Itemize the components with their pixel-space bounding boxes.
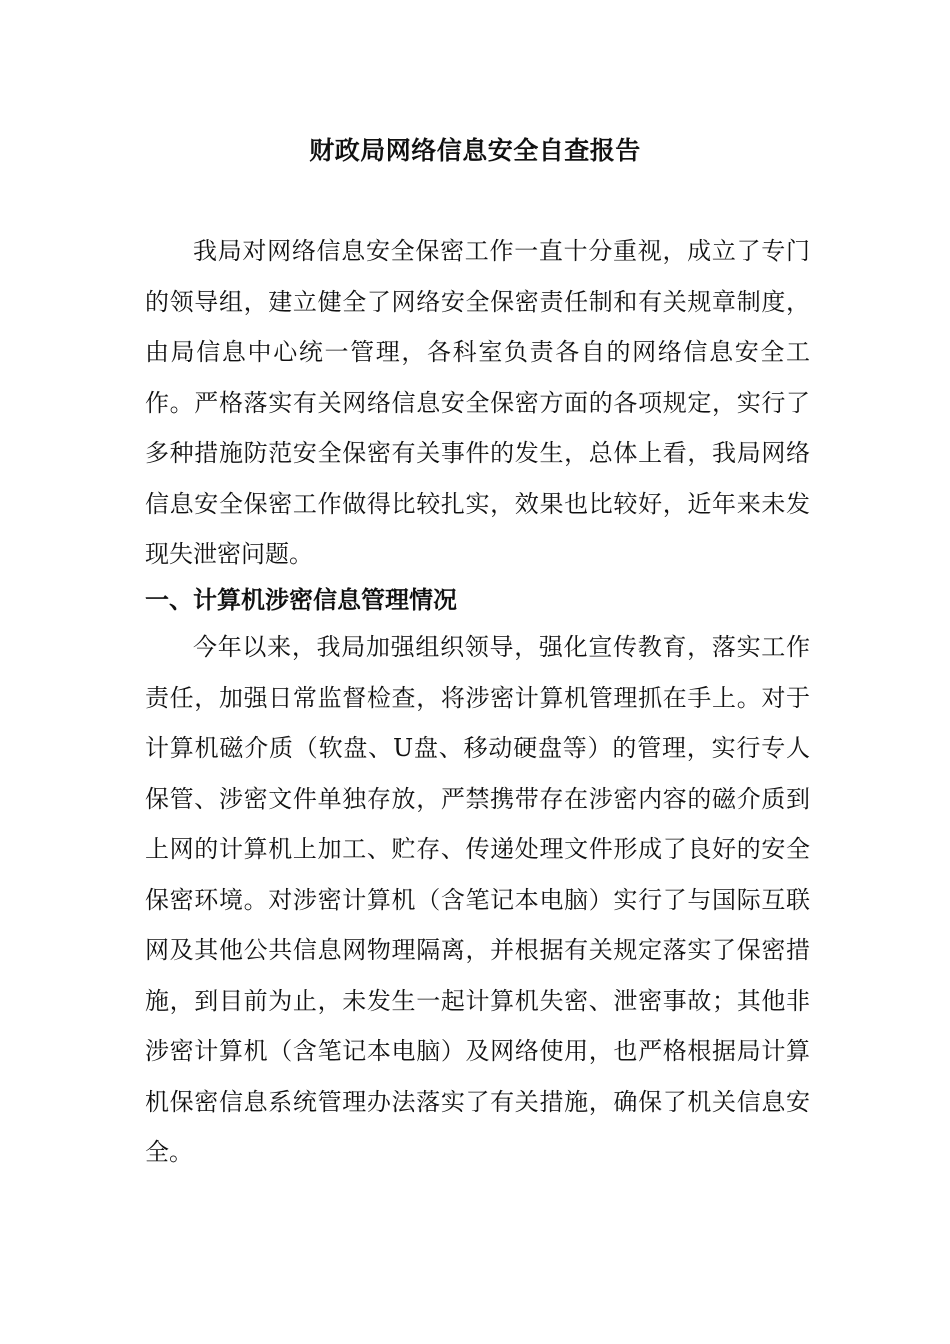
document-title: 财政局网络信息安全自查报告 xyxy=(309,136,641,165)
section-1-paragraph: 今年以来，我局加强组织领导，强化宣传教育，落实工作责任，加强日常监督检查，将涉密计算机管理抓在手上。对于计算机磁介质（软盘、U盘、移动硬盘等）的管理，实行专人保管、涉密文件单独存放，严禁携带存在涉密内容的磁介质到上网的计算机上加工、贮存、传递处理文件形成了良好的安全保密环境。对涉密计算机（含笔记本电脑）实行了与国际互联网及其他公共信息网物理隔离，并根据有关规定落实了保密措施，到目前为止，未发生一起计算机失密、泄密事故；其他非涉密计算机（含笔记本电脑）及网络使用，也严格根据局计算机保密信息系统管理办法落实了有关措施，确保了机关信息安全。 xyxy=(145,633,810,1166)
section-heading-computer-classified-info: 一、计算机涉密信息管理情况 xyxy=(145,585,457,614)
intro-paragraph: 我局对网络信息安全保密工作一直十分重视，成立了专门的领导组，建立健全了网络安全保密责任制和有关规章制度，由局信息中心统一管理，各科室负责各自的网络信息安全工作。严格落实有关网络信息安全保密方面的各项规定，实行了多种措施防范安全保密有关事件的发生，总体上看，我局网络信息安全保密工作做得比较扎实，效果也比较好，近年来未发现失泄密问题。 xyxy=(145,237,810,568)
